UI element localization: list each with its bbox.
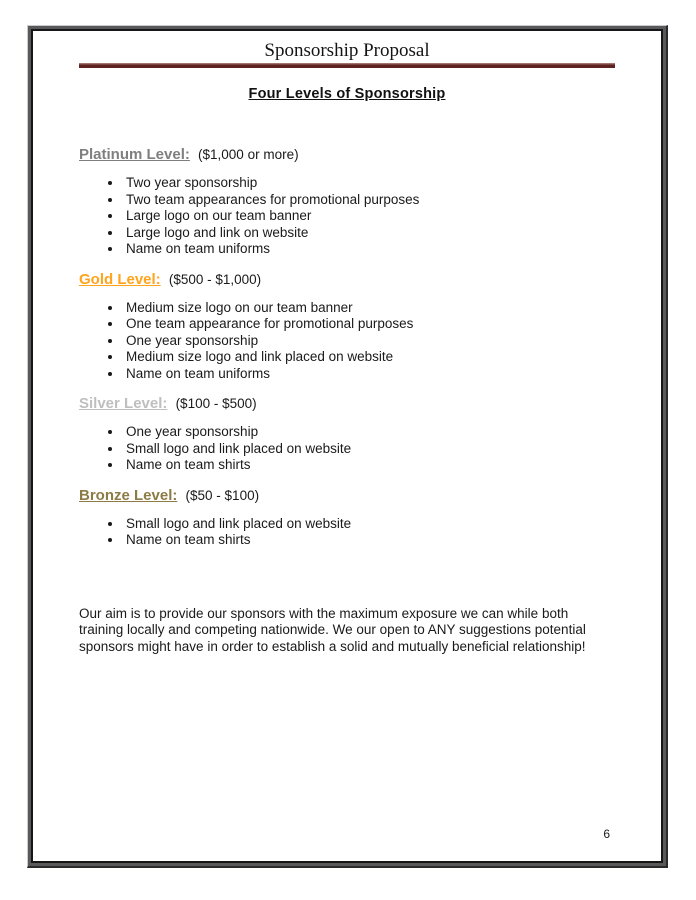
- list-item: • Medium size logo and link placed on website: [123, 349, 615, 366]
- benefit-list-silver: [79, 424, 615, 474]
- list-item: • Large logo and link on website: [123, 225, 615, 242]
- list-item: • One year sponsorship: [123, 424, 615, 441]
- level-range-silver: ($100 - $500): [175, 396, 257, 411]
- level-range-gold: ($500 - $1,000): [168, 271, 262, 287]
- list-item: • Large logo on our team banner: [123, 208, 615, 225]
- level-name-gold: Gold Level:: [79, 270, 161, 288]
- level-range-bronze: ($50 - $100): [185, 487, 260, 503]
- level-heading-gold: [79, 271, 615, 288]
- list-item: • One year sponsorship: [123, 333, 615, 350]
- level-range-platinum: ($1,000 or more): [198, 147, 299, 162]
- benefit-list-platinum: [79, 175, 615, 258]
- list-item: • Name on team shirts: [123, 532, 615, 549]
- document-body: [33, 31, 661, 655]
- header-rule: [79, 63, 615, 68]
- list-item: • One team appearance for promotional purposes: [123, 316, 615, 333]
- list-item: • Small logo and link placed on website: [123, 441, 615, 458]
- level-name-platinum: Platinum Level:: [79, 146, 190, 163]
- list-item: • Two year sponsorship: [123, 175, 615, 192]
- list-item: • Name on team shirts: [123, 457, 615, 474]
- list-item: • Small logo and link placed on website: [123, 516, 615, 533]
- list-item: • Two team appearances for promotional purposes: [123, 192, 615, 209]
- level-heading-platinum: [79, 146, 615, 163]
- list-item: • Name on team uniforms: [123, 241, 615, 258]
- benefit-list-gold: [79, 300, 615, 383]
- page-frame: [27, 25, 668, 868]
- level-name-silver: Silver Level:: [79, 395, 168, 412]
- list-item: • Medium size logo on our team banner: [123, 300, 615, 317]
- document-header-title: Sponsorship Proposal: [264, 40, 430, 61]
- level-heading-silver: [79, 395, 615, 412]
- list-item: • Name on team uniforms: [123, 366, 615, 383]
- document-page: [31, 29, 663, 863]
- level-heading-bronze: [79, 487, 615, 504]
- closing-paragraph: Our aim is to provide our sponsors with the maximum exposure we can while both training locally and competing nationwide. We our open to ANY suggestions potential sponsors might have in order to establish a solid and mutually beneficial relationship!: [79, 605, 586, 654]
- main-heading: Four Levels of Sponsorship: [248, 86, 446, 102]
- page-number: 6: [603, 827, 610, 841]
- benefit-list-bronze: [79, 516, 615, 549]
- level-name-bronze: Bronze Level:: [79, 486, 178, 504]
